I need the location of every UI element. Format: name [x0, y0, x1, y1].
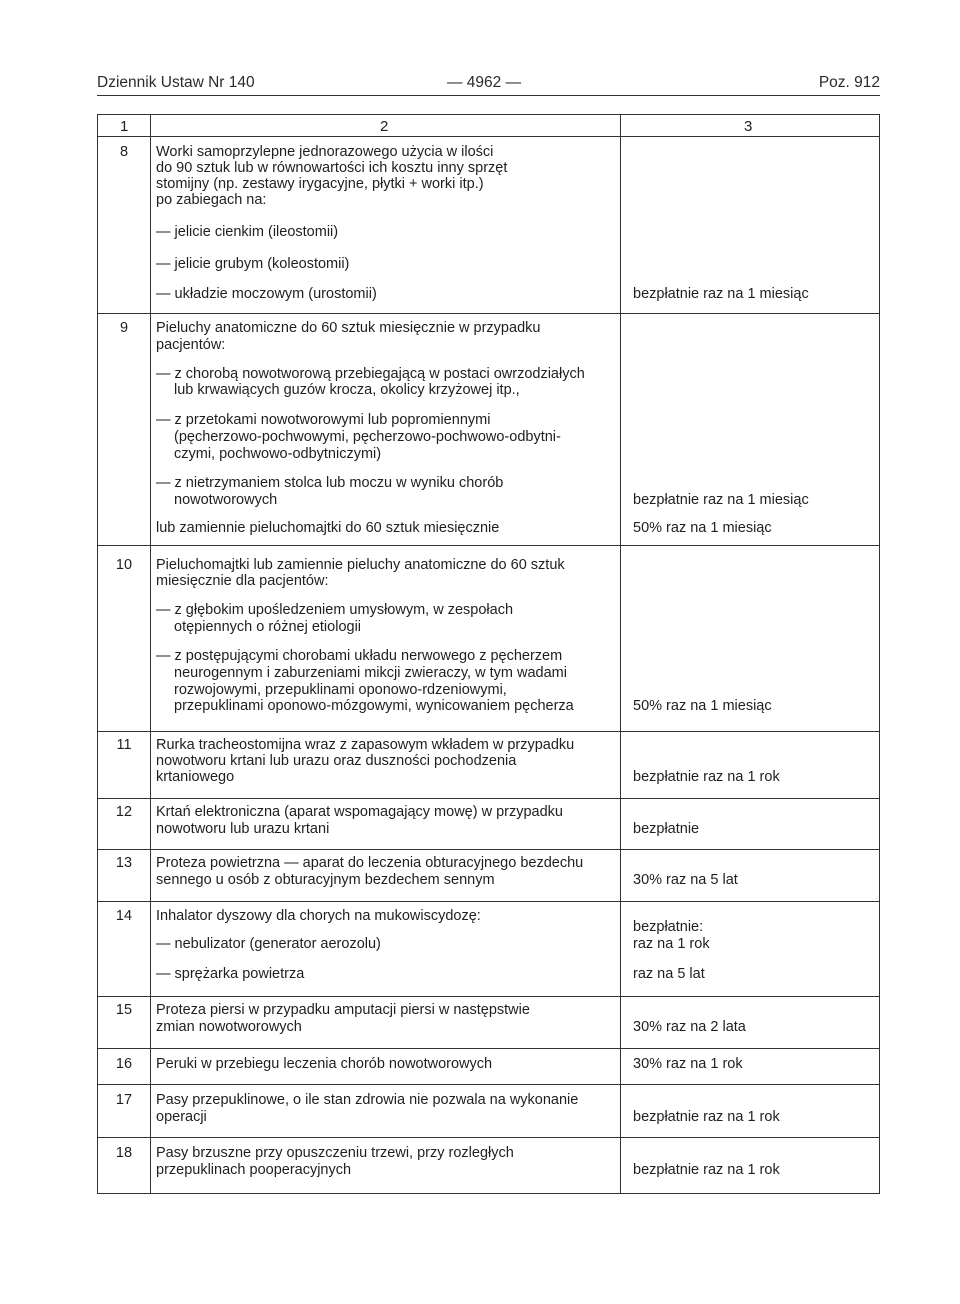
row-number: 18	[115, 1145, 133, 1161]
row-payment: bezpłatnie	[633, 821, 700, 837]
row-description-line: Rurka tracheostomijna wraz z zapasowym wkładem w przypadku	[156, 737, 575, 753]
header-rule	[97, 95, 880, 96]
row-description-line: Worki samoprzylepne jednorazowego użycia w ilości	[156, 144, 494, 160]
row-description-line: nowotworu lub urazu krtani	[156, 821, 330, 837]
row-description-line: przepuklinami oponowo-mózgowymi, wynicowaniem pęcherza	[174, 698, 574, 714]
row-number: 12	[115, 804, 133, 820]
row-description-line: — sprężarka powietrza	[156, 966, 305, 982]
row-description-line: czymi, pochwowo-odbytniczymi)	[174, 446, 382, 462]
row-description-line: po zabiegach na:	[156, 192, 267, 208]
row-separator	[98, 996, 879, 997]
row-number: 14	[115, 908, 133, 924]
row-description-line: — nebulizator (generator aerozolu)	[156, 936, 381, 952]
row-payment: bezpłatnie raz na 1 rok	[633, 769, 780, 785]
row-number: 9	[119, 320, 129, 336]
row-description-line: przepuklinach pooperacyjnych	[156, 1162, 352, 1178]
row-payment: bezpłatnie:	[633, 919, 704, 935]
row-payment: 30% raz na 5 lat	[633, 872, 738, 888]
row-number: 8	[119, 144, 129, 160]
row-description-line: — z przetokami nowotworowymi lub popromiennymi	[156, 412, 491, 428]
row-description-line: Pasy brzuszne przy opuszczeniu trzewi, przy rozległych	[156, 1145, 514, 1161]
row-number: 17	[115, 1092, 133, 1108]
row-payment: 50% raz na 1 miesiąc	[633, 520, 772, 536]
journal-title: Dziennik Ustaw Nr 140	[97, 74, 255, 91]
row-payment: bezpłatnie raz na 1 miesiąc	[633, 286, 809, 302]
row-description-line: Krtań elektroniczna (aparat wspomagający mowę) w przypadku	[156, 804, 563, 820]
row-number: 13	[115, 855, 133, 871]
row-description-line: sennego u osób z obturacyjnym bezdechem sennym	[156, 872, 495, 888]
row-separator	[98, 313, 879, 314]
row-description-line: lub zamiennie pieluchomajtki do 60 sztuk miesięcznie	[156, 520, 500, 536]
row-payment: raz na 5 lat	[633, 966, 705, 982]
row-description-line: pacjentów:	[156, 337, 226, 353]
row-number: 10	[115, 557, 133, 573]
column-header-2: 2	[380, 118, 389, 135]
row-description-line: otępiennych o różnej etiologii	[174, 619, 362, 635]
row-payment: bezpłatnie raz na 1 rok	[633, 1109, 780, 1125]
row-number: 11	[116, 737, 132, 753]
row-description-line: nowotworowych	[174, 492, 278, 508]
row-description-line: — z chorobą nowotworową przebiegającą w postaci owrzodziałych	[156, 366, 585, 382]
row-description-line: (pęcherzowo-pochwowymi, pęcherzowo-pochwowo-odbytni-	[174, 429, 561, 445]
row-separator	[98, 798, 879, 799]
page-header	[97, 74, 880, 96]
row-description-line: — jelicie grubym (koleostomii)	[156, 256, 350, 272]
row-number: 16	[115, 1056, 133, 1072]
row-payment: bezpłatnie raz na 1 miesiąc	[633, 492, 809, 508]
row-separator	[98, 1084, 879, 1085]
row-description-line: krtaniowego	[156, 769, 235, 785]
row-description-line: lub krwawiących guzów krocza, okolicy krzyżowej itp.,	[174, 382, 520, 398]
row-description-line: stomijny (np. zestawy irygacyjne, płytki + worki itp.)	[156, 176, 484, 192]
row-separator	[98, 545, 879, 546]
row-description-line: neurogennym i zaburzeniami mikcji zwieraczy, w tym wadami	[174, 665, 567, 681]
row-description-line: Pieluchy anatomiczne do 60 sztuk miesięcznie w przypadku	[156, 320, 541, 336]
row-description-line: Proteza piersi w przypadku amputacji piersi w następstwie	[156, 1002, 530, 1018]
row-payment: 50% raz na 1 miesiąc	[633, 698, 772, 714]
row-description-line: Proteza powietrzna — aparat do leczenia obturacyjnego bezdechu	[156, 855, 584, 871]
row-number: 15	[115, 1002, 133, 1018]
row-payment: bezpłatnie raz na 1 rok	[633, 1162, 780, 1178]
row-description-line: miesięcznie dla pacjentów:	[156, 573, 329, 589]
row-separator	[98, 901, 879, 902]
column-divider	[620, 115, 621, 1193]
row-description-line: — z nietrzymaniem stolca lub moczu w wyniku chorób	[156, 475, 504, 491]
page-number: — 4962 —	[447, 74, 522, 91]
column-header-3: 3	[744, 118, 753, 135]
row-description-line: — układzie moczowym (urostomii)	[156, 286, 377, 302]
row-payment: 30% raz na 2 lata	[633, 1019, 746, 1035]
items-table	[97, 114, 880, 1194]
row-description-line: zmian nowotworowych	[156, 1019, 302, 1035]
column-divider	[150, 115, 151, 1193]
row-payment: 30% raz na 1 rok	[633, 1056, 743, 1072]
row-description-line: — z postępującymi chorobami układu nerwowego z pęcherzem	[156, 648, 563, 664]
row-description-line: rozwojowymi, przepuklinami oponowo-rdzeniowymi,	[174, 682, 507, 698]
row-separator	[98, 1048, 879, 1049]
row-description-line: — z głębokim upośledzeniem umysłowym, w zespołach	[156, 602, 514, 618]
row-description-line: operacji	[156, 1109, 207, 1125]
row-payment: raz na 1 rok	[633, 936, 710, 952]
row-description-line: do 90 sztuk lub w równowartości ich kosztu inny sprzęt	[156, 160, 508, 176]
header-row-rule	[98, 136, 879, 137]
position-number: Poz. 912	[818, 74, 880, 91]
row-separator	[98, 849, 879, 850]
column-header-1: 1	[120, 118, 129, 135]
row-description-line: — jelicie cienkim (ileostomii)	[156, 224, 339, 240]
row-description-line: Inhalator dyszowy dla chorych na mukowiscydozę:	[156, 908, 481, 924]
row-description-line: Pasy przepuklinowe, o ile stan zdrowia nie pozwala na wykonanie	[156, 1092, 579, 1108]
row-description-line: Pieluchomajtki lub zamiennie pieluchy anatomiczne do 60 sztuk	[156, 557, 565, 573]
row-description-line: nowotworu krtani lub urazu oraz duszności pochodzenia	[156, 753, 517, 769]
row-separator	[98, 731, 879, 732]
row-description-line: Peruki w przebiegu leczenia chorób nowotworowych	[156, 1056, 493, 1072]
row-separator	[98, 1137, 879, 1138]
